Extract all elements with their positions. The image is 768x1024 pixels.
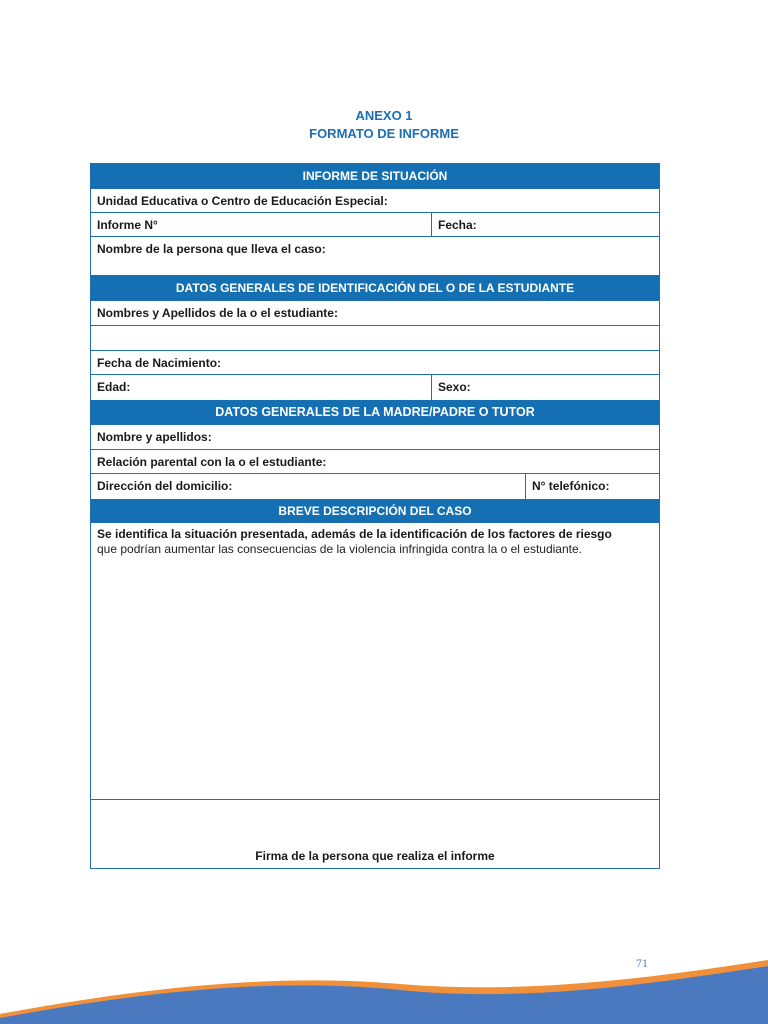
row-nombre-tutor: [91, 425, 659, 450]
label-telefono: N° telefónico:: [532, 479, 610, 493]
label-edad: Edad:: [97, 380, 131, 394]
page-header: [0, 107, 768, 143]
description-line-2: que podrían aumentar las consecuencias de la violencia infringida contra la o el estudiante.: [97, 542, 582, 556]
row-nombre-persona: [91, 237, 659, 276]
label-nombre-persona: Nombre de la persona que lleva el caso:: [97, 242, 326, 256]
label-fecha: Fecha:: [438, 218, 477, 232]
row-unidad: [91, 189, 659, 213]
page-number: 71: [636, 956, 648, 970]
label-sexo: Sexo:: [438, 380, 471, 394]
row-edad-sexo: [91, 375, 659, 400]
annex-title: ANEXO 1: [355, 108, 413, 123]
section-datos-tutor: DATOS GENERALES DE LA MADRE/PADRE O TUTOR: [91, 400, 659, 425]
report-form: [90, 163, 660, 869]
row-informe-fecha: [91, 213, 659, 237]
label-direccion: Dirección del domicilio:: [97, 479, 233, 493]
signature-area: [91, 800, 659, 868]
row-fecha-nacimiento: [91, 351, 659, 375]
description-line-1: Se identifica la situación presentada, además de la identificación de los factores de riesgo: [97, 527, 612, 541]
section-informe-situacion: INFORME DE SITUACIÓN: [91, 164, 659, 189]
row-relacion: [91, 450, 659, 474]
description-area: [91, 523, 659, 800]
wave-blue: [0, 966, 768, 1024]
label-unidad: Unidad Educativa o Centro de Educación Especial:: [97, 194, 388, 208]
row-direccion-telefono: [91, 474, 659, 499]
decorative-wave: [0, 954, 768, 1024]
section-datos-estudiante: DATOS GENERALES DE IDENTIFICACIÓN DEL O DE LA ESTUDIANTE: [91, 276, 659, 301]
label-nombre-tutor: Nombre y apellidos:: [97, 430, 212, 444]
section-descripcion-caso: BREVE DESCRIPCIÓN DEL CASO: [91, 499, 659, 523]
signature-label: Firma de la persona que realiza el informe: [255, 849, 495, 863]
label-nombres-estudiante: Nombres y Apellidos de la o el estudiante:: [97, 306, 338, 320]
description-text: [97, 527, 653, 557]
format-title: FORMATO DE INFORME: [309, 126, 459, 141]
label-fecha-nacimiento: Fecha de Nacimiento:: [97, 356, 222, 370]
label-relacion: Relación parental con la o el estudiante:: [97, 455, 327, 469]
label-informe-numero: Informe N°: [97, 218, 158, 232]
row-nombres-estudiante: [91, 301, 659, 326]
row-blank: [91, 326, 659, 351]
